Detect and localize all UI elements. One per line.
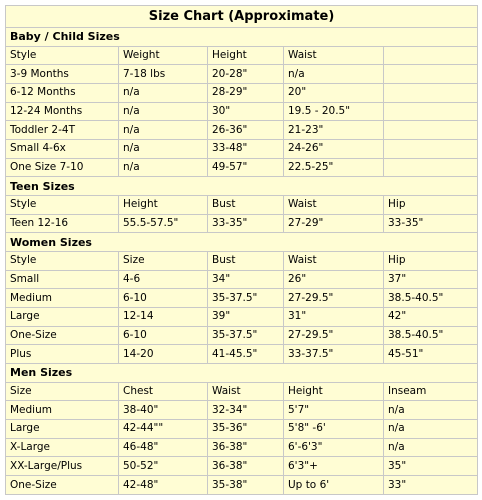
table-cell: 20-28" bbox=[208, 65, 284, 84]
table-cell: 36-38" bbox=[208, 457, 284, 476]
table-row bbox=[6, 457, 478, 476]
table-cell: 6-10 bbox=[119, 326, 208, 345]
table-cell: 33-37.5" bbox=[284, 345, 384, 364]
table-cell: 35-37.5" bbox=[208, 326, 284, 345]
table-row bbox=[6, 308, 478, 327]
section-heading-row bbox=[6, 177, 478, 196]
table-cell bbox=[384, 158, 478, 177]
column-header: Style bbox=[6, 196, 119, 215]
table-cell: 30" bbox=[208, 102, 284, 121]
column-header bbox=[384, 46, 478, 65]
table-cell: 19.5 - 20.5" bbox=[284, 102, 384, 121]
table-row bbox=[6, 121, 478, 140]
table-row bbox=[6, 345, 478, 364]
table-cell: Medium bbox=[6, 401, 119, 420]
column-header: Height bbox=[284, 382, 384, 401]
section-heading-row bbox=[6, 233, 478, 252]
table-cell: Large bbox=[6, 420, 119, 439]
table-cell: 24-26" bbox=[284, 140, 384, 159]
table-cell bbox=[384, 83, 478, 102]
table-cell: 34" bbox=[208, 270, 284, 289]
table-cell: 20" bbox=[284, 83, 384, 102]
table-cell: 32-34" bbox=[208, 401, 284, 420]
table-cell: 33" bbox=[384, 476, 478, 495]
table-row bbox=[6, 140, 478, 159]
table-cell: Up to 6' bbox=[284, 476, 384, 495]
table-cell: n/a bbox=[119, 140, 208, 159]
table-cell: 41-45.5" bbox=[208, 345, 284, 364]
table-cell: 46-48" bbox=[119, 438, 208, 457]
table-cell: Plus bbox=[6, 345, 119, 364]
table-cell: Small 4-6x bbox=[6, 140, 119, 159]
table-cell: 5'8" -6' bbox=[284, 420, 384, 439]
table-cell: 26-36" bbox=[208, 121, 284, 140]
column-header: Chest bbox=[119, 382, 208, 401]
table-row bbox=[6, 476, 478, 495]
column-header: Size bbox=[119, 252, 208, 271]
table-cell: 6'-6'3" bbox=[284, 438, 384, 457]
column-header-row bbox=[6, 382, 478, 401]
table-row bbox=[6, 270, 478, 289]
section-heading-row bbox=[6, 27, 478, 46]
table-cell: 5'7" bbox=[284, 401, 384, 420]
column-header: Style bbox=[6, 46, 119, 65]
table-cell: 4-6 bbox=[119, 270, 208, 289]
table-cell: 6'3"+ bbox=[284, 457, 384, 476]
table-row bbox=[6, 214, 478, 233]
table-row bbox=[6, 401, 478, 420]
table-cell: 3-9 Months bbox=[6, 65, 119, 84]
table-cell: 7-18 lbs bbox=[119, 65, 208, 84]
column-header: Style bbox=[6, 252, 119, 271]
table-row bbox=[6, 420, 478, 439]
title-row bbox=[6, 6, 478, 28]
column-header: Waist bbox=[284, 46, 384, 65]
table-cell: Toddler 2-4T bbox=[6, 121, 119, 140]
section-heading-row bbox=[6, 364, 478, 383]
table-row bbox=[6, 102, 478, 121]
table-row bbox=[6, 289, 478, 308]
table-cell: 31" bbox=[284, 308, 384, 327]
column-header: Bust bbox=[208, 196, 284, 215]
table-row bbox=[6, 438, 478, 457]
table-cell: n/a bbox=[119, 83, 208, 102]
table-cell: n/a bbox=[384, 438, 478, 457]
table-cell: 35" bbox=[384, 457, 478, 476]
table-cell: 6-10 bbox=[119, 289, 208, 308]
table-cell: 37" bbox=[384, 270, 478, 289]
table-cell: One Size 7-10 bbox=[6, 158, 119, 177]
table-cell: 12-24 Months bbox=[6, 102, 119, 121]
table-cell bbox=[384, 140, 478, 159]
table-row bbox=[6, 158, 478, 177]
table-row bbox=[6, 83, 478, 102]
column-header: Waist bbox=[284, 196, 384, 215]
column-header: Hip bbox=[384, 252, 478, 271]
column-header: Hip bbox=[384, 196, 478, 215]
table-cell: 14-20 bbox=[119, 345, 208, 364]
column-header-row bbox=[6, 196, 478, 215]
column-header: Height bbox=[119, 196, 208, 215]
table-cell: 33-35" bbox=[384, 214, 478, 233]
section-heading: Baby / Child Sizes bbox=[6, 27, 478, 46]
column-header: Waist bbox=[284, 252, 384, 271]
table-cell: 28-29" bbox=[208, 83, 284, 102]
size-chart-body bbox=[6, 6, 478, 495]
table-cell: 33-35" bbox=[208, 214, 284, 233]
table-cell: 35-38" bbox=[208, 476, 284, 495]
table-cell: Teen 12-16 bbox=[6, 214, 119, 233]
table-row bbox=[6, 326, 478, 345]
size-chart-table bbox=[5, 5, 478, 495]
table-cell bbox=[384, 65, 478, 84]
table-cell: 49-57" bbox=[208, 158, 284, 177]
table-cell: 6-12 Months bbox=[6, 83, 119, 102]
table-cell: 35-36" bbox=[208, 420, 284, 439]
section-heading: Men Sizes bbox=[6, 364, 478, 383]
table-cell: XX-Large/Plus bbox=[6, 457, 119, 476]
table-cell: 42" bbox=[384, 308, 478, 327]
chart-title: Size Chart (Approximate) bbox=[6, 6, 478, 28]
table-cell: 42-44"" bbox=[119, 420, 208, 439]
table-cell: n/a bbox=[119, 102, 208, 121]
table-cell: 33-48" bbox=[208, 140, 284, 159]
table-row bbox=[6, 65, 478, 84]
table-cell: 39" bbox=[208, 308, 284, 327]
table-cell bbox=[384, 102, 478, 121]
table-cell: 12-14 bbox=[119, 308, 208, 327]
table-cell: 22.5-25" bbox=[284, 158, 384, 177]
table-cell: 36-38" bbox=[208, 438, 284, 457]
table-cell: X-Large bbox=[6, 438, 119, 457]
table-cell: 38.5-40.5" bbox=[384, 289, 478, 308]
section-heading: Teen Sizes bbox=[6, 177, 478, 196]
column-header-row bbox=[6, 46, 478, 65]
table-cell: Small bbox=[6, 270, 119, 289]
table-cell: n/a bbox=[284, 65, 384, 84]
table-cell: n/a bbox=[119, 121, 208, 140]
table-cell: 38-40" bbox=[119, 401, 208, 420]
section-heading: Women Sizes bbox=[6, 233, 478, 252]
table-cell: 45-51" bbox=[384, 345, 478, 364]
table-cell: n/a bbox=[119, 158, 208, 177]
table-cell: 26" bbox=[284, 270, 384, 289]
table-cell: 42-48" bbox=[119, 476, 208, 495]
column-header: Bust bbox=[208, 252, 284, 271]
table-cell: n/a bbox=[384, 401, 478, 420]
table-cell: 55.5-57.5" bbox=[119, 214, 208, 233]
table-cell: 27-29.5" bbox=[284, 326, 384, 345]
table-cell: 50-52" bbox=[119, 457, 208, 476]
column-header: Height bbox=[208, 46, 284, 65]
table-cell: 38.5-40.5" bbox=[384, 326, 478, 345]
table-cell: 27-29.5" bbox=[284, 289, 384, 308]
table-cell: Medium bbox=[6, 289, 119, 308]
column-header: Waist bbox=[208, 382, 284, 401]
table-cell: One-Size bbox=[6, 326, 119, 345]
table-cell: Large bbox=[6, 308, 119, 327]
column-header: Size bbox=[6, 382, 119, 401]
table-cell: 27-29" bbox=[284, 214, 384, 233]
table-cell: n/a bbox=[384, 420, 478, 439]
table-cell: 21-23" bbox=[284, 121, 384, 140]
column-header: Weight bbox=[119, 46, 208, 65]
column-header-row bbox=[6, 252, 478, 271]
table-cell bbox=[384, 121, 478, 140]
column-header: Inseam bbox=[384, 382, 478, 401]
table-cell: One-Size bbox=[6, 476, 119, 495]
table-cell: 35-37.5" bbox=[208, 289, 284, 308]
